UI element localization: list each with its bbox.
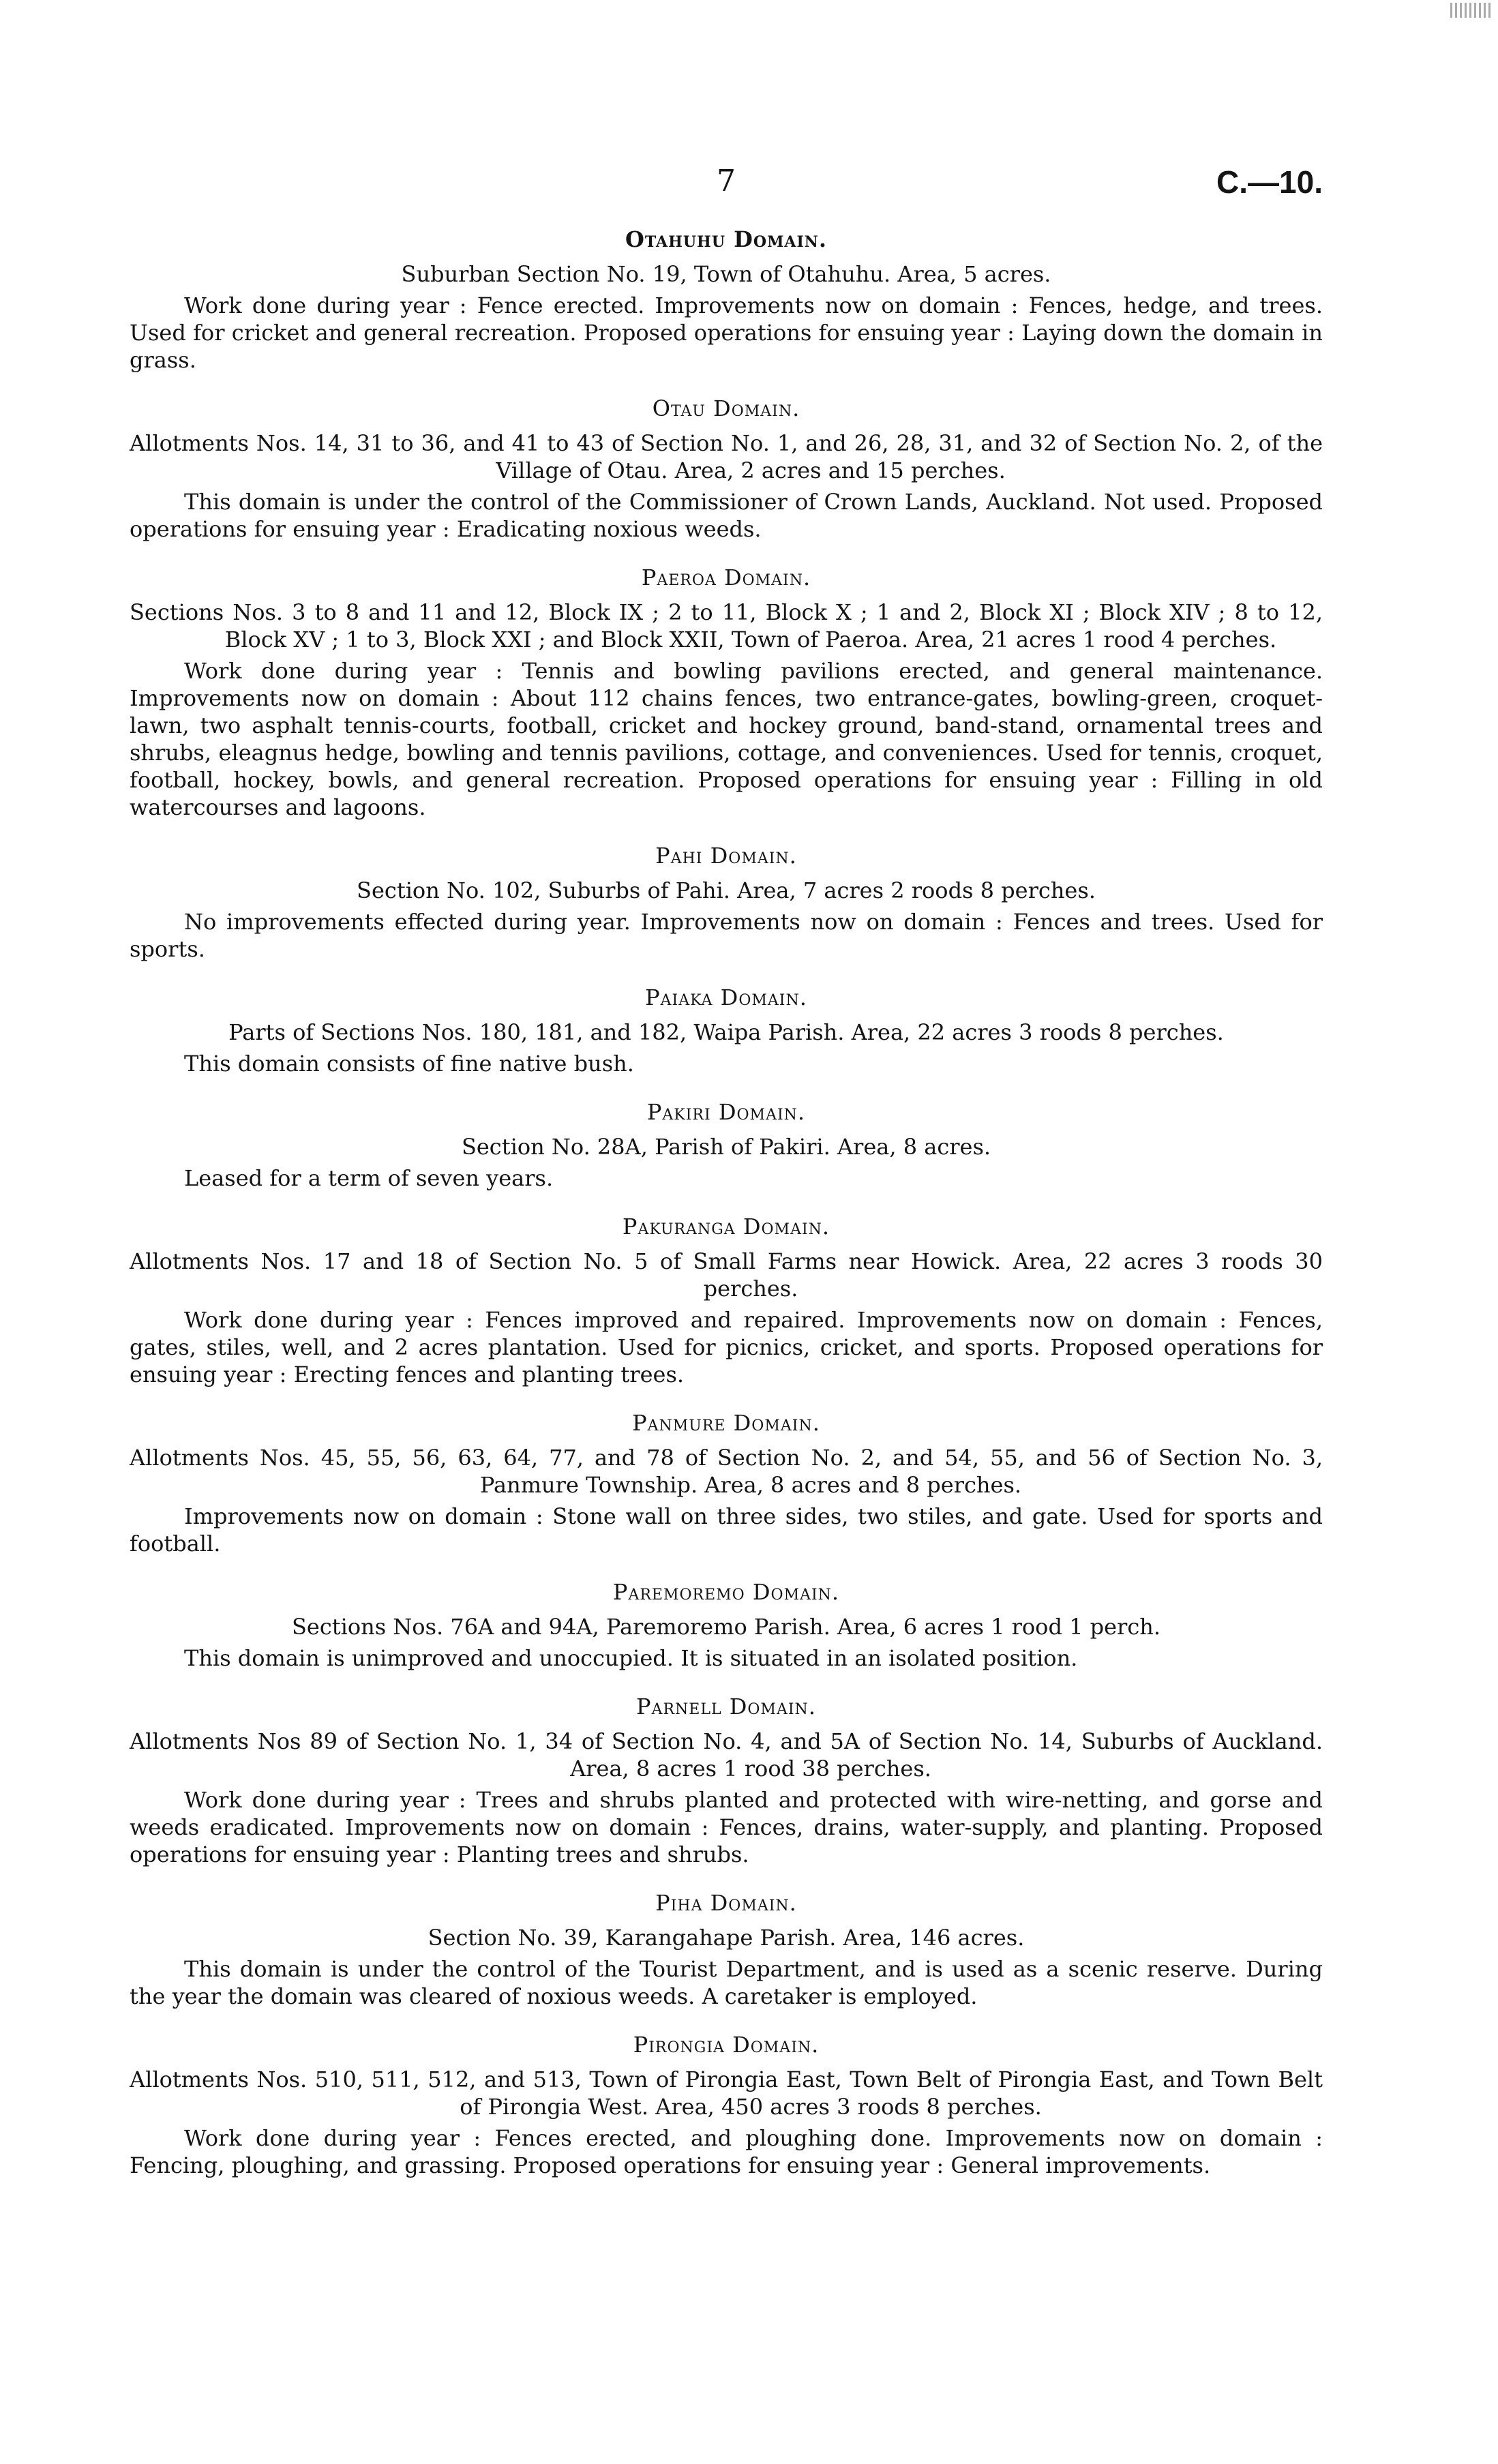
domain-paragraph: No improvements effected during year. Improvements now on domain : Fences and trees. Used for sports. [130, 909, 1323, 962]
domain-title: Otau Domain. [652, 395, 800, 421]
domain-section [130, 394, 1323, 543]
page-header [130, 164, 1323, 218]
domain-paragraph: Work done during year : Fence erected. Improvements now on domain : Fences, hedge, and trees. Used for cricket and general recreation. Proposed operations for ensuing year : Laying down the domain in grass. [130, 292, 1323, 373]
domain-title: Otahuhu Domain. [625, 226, 828, 252]
domain-description: Allotments Nos. 17 and 18 of Section No. 5 of Small Farms near Howick. Area, 22 acres 3 roods 30 perches. [130, 1248, 1323, 1302]
domain-section [130, 1098, 1323, 1192]
domain-paragraph: This domain is under the control of the Tourist Department, and is used as a scenic reserve. During the year the domain was cleared of noxious weeds. A caretaker is employed. [130, 1956, 1323, 2009]
domain-description: Allotments Nos. 510, 511, 512, and 513, Town of Pirongia East, Town Belt of Pirongia East, and Town Belt of Pirongia West. Area, 450 acres 3 roods 8 perches. [130, 2067, 1323, 2120]
domain-title: Parnell Domain. [636, 1694, 816, 1719]
domain-title: Piha Domain. [655, 1890, 797, 1916]
domain-section [130, 1889, 1323, 2010]
domain-paragraph: Work done during year : Fences erected, and ploughing done. Improvements now on domain : Fencing, ploughing, and grassing. Proposed operations for ensuing year : General improvements. [130, 2125, 1323, 2178]
domain-section [130, 1692, 1323, 1868]
domain-paragraph: This domain is under the control of the Commissioner of Crown Lands, Auckland. Not used. Proposed operations for ensuing year : Eradicating noxious weeds. [130, 489, 1323, 542]
domain-paragraph: This domain consists of fine native bush. [184, 1051, 634, 1077]
domain-description: Parts of Sections Nos. 180, 181, and 182, Waipa Parish. Area, 22 acres 3 roods 8 perches. [228, 1019, 1224, 1045]
domain-paragraph: Leased for a term of seven years. [184, 1165, 554, 1191]
domain-description: Allotments Nos. 45, 55, 56, 63, 64, 77, and 78 of Section No. 2, and 54, 55, and 56 of Section No. 3, Panmure Township. Area, 8 acres and 8 perches. [130, 1445, 1323, 1498]
domain-description: Sections Nos. 76A and 94A, Paremoremo Parish. Area, 6 acres 1 rood 1 perch. [291, 1614, 1161, 1640]
domain-description: Section No. 102, Suburbs of Pahi. Area, 7 acres 2 roods 8 perches. [357, 877, 1096, 903]
domain-section [130, 563, 1323, 821]
domain-description: Section No. 28A, Parish of Pakiri. Area, 8 acres. [461, 1134, 991, 1160]
domain-section [130, 1409, 1323, 1557]
domain-title: Pirongia Domain. [633, 2032, 820, 2058]
domain-paragraph: Work done during year : Tennis and bowling pavilions erected, and general maintenance. Improvements now on domain : About 112 chains fences, two entrance-gates, bowling-green, croquet-lawn, two asphalt tennis-courts, football, cricket and hockey ground, band-stand, ornamental trees and shrubs, eleagnus hedge, bowling and tennis pavilions, cottage, and conveniences. Used for tennis, croquet, football, hockey, bowls, and general recreation. Proposed operations for ensuing year : Filling in old watercourses and lagoons. [130, 658, 1323, 820]
page-number: 7 [717, 164, 736, 198]
domain-title: Paiaka Domain. [645, 985, 807, 1010]
document-reference: C.—10. [1216, 164, 1323, 200]
domain-paragraph: This domain is unimproved and unoccupied. It is situated in an isolated position. [184, 1645, 1078, 1671]
domain-title: Paremoremo Domain. [612, 1579, 840, 1605]
domain-section [130, 2030, 1323, 2179]
domain-paragraph: Work done during year : Fences improved and repaired. Improvements now on domain : Fences, gates, stiles, well, and 2 acres plantation. Used for picnics, cricket, and sports. Proposed operations for ensuing year : Erecting fences and planting trees. [130, 1307, 1323, 1387]
domain-title: Pakiri Domain. [646, 1099, 806, 1125]
domain-section [130, 841, 1323, 963]
domain-title: Pahi Domain. [655, 843, 797, 869]
domain-paragraph: Improvements now on domain : Stone wall on three sides, two stiles, and gate. Used for sports and football. [130, 1503, 1323, 1557]
domain-description: Allotments Nos 89 of Section No. 1, 34 of Section No. 4, and 5A of Section No. 14, Suburbs of Auckland. Area, 8 acres 1 rood 38 perches. [130, 1728, 1323, 1782]
domain-description: Allotments Nos. 14, 31 to 36, and 41 to 43 of Section No. 1, and 26, 28, 31, and 32 of Section No. 2, of the Village of Otau. Area, 2 acres and 15 perches. [130, 430, 1323, 483]
domain-list [130, 225, 1323, 2179]
domain-description: Sections Nos. 3 to 8 and 11 and 12, Block IX ; 2 to 11, Block X ; 1 and 2, Block XI ; Block XIV ; 8 to 12, Block XV ; 1 to 3, Block XXI ; and Block XXII, Town of Paeroa. Area, 21 acres 1 rood 4 perches. [130, 599, 1323, 652]
domain-title: Pakuranga Domain. [622, 1214, 830, 1239]
domain-section [130, 983, 1323, 1077]
domain-section [130, 225, 1323, 374]
domain-description: Suburban Section No. 19, Town of Otahuhu. Area, 5 acres. [401, 261, 1051, 287]
domain-section [130, 1578, 1323, 1672]
domain-title: Paeroa Domain. [641, 565, 811, 590]
domain-title: Panmure Domain. [632, 1410, 820, 1436]
domain-section [130, 1212, 1323, 1388]
document-page [130, 164, 1323, 2182]
scan-artifact [1450, 3, 1491, 18]
domain-description: Section No. 39, Karangahape Parish. Area, 146 acres. [428, 1925, 1025, 1951]
domain-paragraph: Work done during year : Trees and shrubs planted and protected with wire-netting, and gorse and weeds eradicated. Improvements now on domain : Fences, drains, water-supply, and planting. Proposed operations for ensuing year : Planting trees and shrubs. [130, 1787, 1323, 1867]
